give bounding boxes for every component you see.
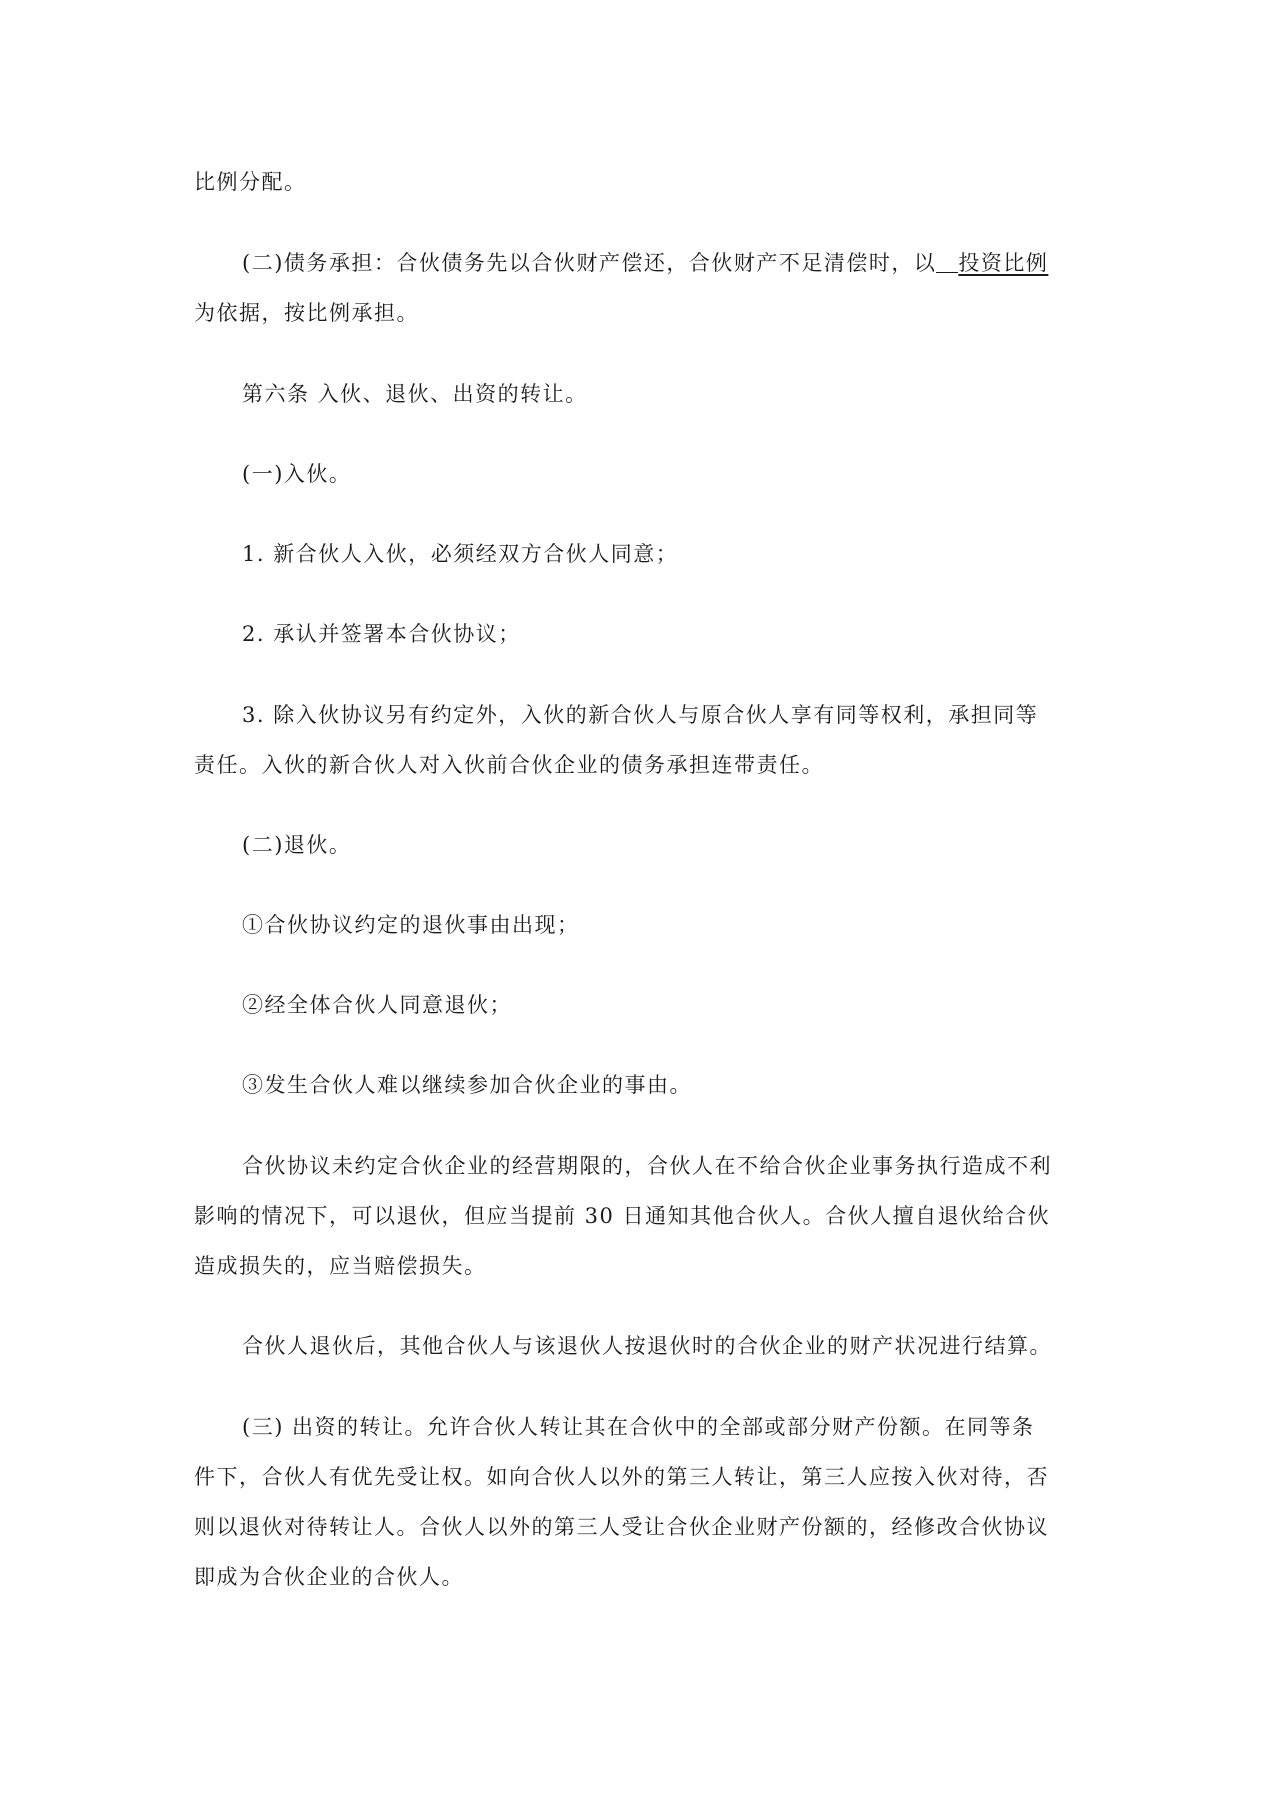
withdrawal-item-2 <box>194 980 1094 1030</box>
text-line: (三) 出资的转让。允许合伙人转让其在合伙中的全部或部分财产份额。在同等条 <box>242 1415 1035 1439</box>
text-line: 合伙协议未约定合伙企业的经营期限的，合伙人在不给合伙企业事务执行造成不利 <box>242 1154 1052 1178</box>
article-six-heading <box>194 369 1094 419</box>
paragraph-withdrawal-term <box>194 1141 1094 1291</box>
text-line: 责任。入伙的新合伙人对入伙前合伙企业的债务承担连带责任。 <box>194 753 824 777</box>
text-line: ③发生合伙人难以继续参加合伙企业的事由。 <box>242 1073 692 1097</box>
paragraph-debt-liability <box>194 238 1094 338</box>
section-withdrawal-heading <box>194 820 1094 870</box>
paragraph-withdrawal-settlement <box>194 1321 1094 1371</box>
text-line: 比例分配。 <box>194 170 307 194</box>
blank-underline <box>936 250 958 273</box>
debt-liability-text: (二)债务承担：合伙债务先以合伙财产偿还，合伙财产不足清偿时，以 <box>242 251 937 275</box>
text-line: 3. 除入伙协议另有约定外，入伙的新合伙人与原合伙人享有同等权利，承担同等 <box>242 703 1039 727</box>
text-line: 造成损失的，应当赔偿损失。 <box>194 1254 487 1278</box>
text-line: (二)退伙。 <box>242 833 352 857</box>
admission-item-1 <box>194 529 1094 579</box>
underlined-fill-in-value: 投资比例 <box>958 251 1049 275</box>
text-line: 合伙人退伙后，其他合伙人与该退伙人按退伙时的合伙企业的财产状况进行结算。 <box>242 1334 1052 1358</box>
text-line: ①合伙协议约定的退伙事由出现； <box>242 913 580 937</box>
text-line: ②经全体合伙人同意退伙； <box>242 993 512 1017</box>
text-line: (一)入伙。 <box>242 462 352 486</box>
text-line <box>194 238 1094 288</box>
paragraph-capital-transfer <box>194 1402 1094 1602</box>
text-line: 1. 新合伙人入伙，必须经双方合伙人同意； <box>242 542 679 566</box>
admission-item-3 <box>194 690 1094 790</box>
text-line: 影响的情况下，可以退伙，但应当提前 30 日通知其他合伙人。合伙人擅自退伙给合伙 <box>194 1204 1051 1228</box>
section-admission-heading <box>194 449 1094 499</box>
text-line: 即成为合伙企业的合伙人。 <box>194 1565 464 1589</box>
withdrawal-item-1 <box>194 900 1094 950</box>
withdrawal-item-3 <box>194 1060 1094 1110</box>
text-line: 则以退伙对待转让人。合伙人以外的第三人受让合伙企业财产份额的，经修改合伙协议 <box>194 1515 1049 1539</box>
text-line: 2. 承认并签署本合伙协议； <box>242 622 521 646</box>
text-line: 为依据，按比例承担。 <box>194 301 419 325</box>
text-line: 第六条 入伙、退伙、出资的转让。 <box>242 382 588 406</box>
paragraph-profit-allocation-end <box>194 157 1094 207</box>
text-line: 件下，合伙人有优先受让权。如向合伙人以外的第三人转让，第三人应按入伙对待，否 <box>194 1465 1049 1489</box>
admission-item-2 <box>194 609 1094 659</box>
